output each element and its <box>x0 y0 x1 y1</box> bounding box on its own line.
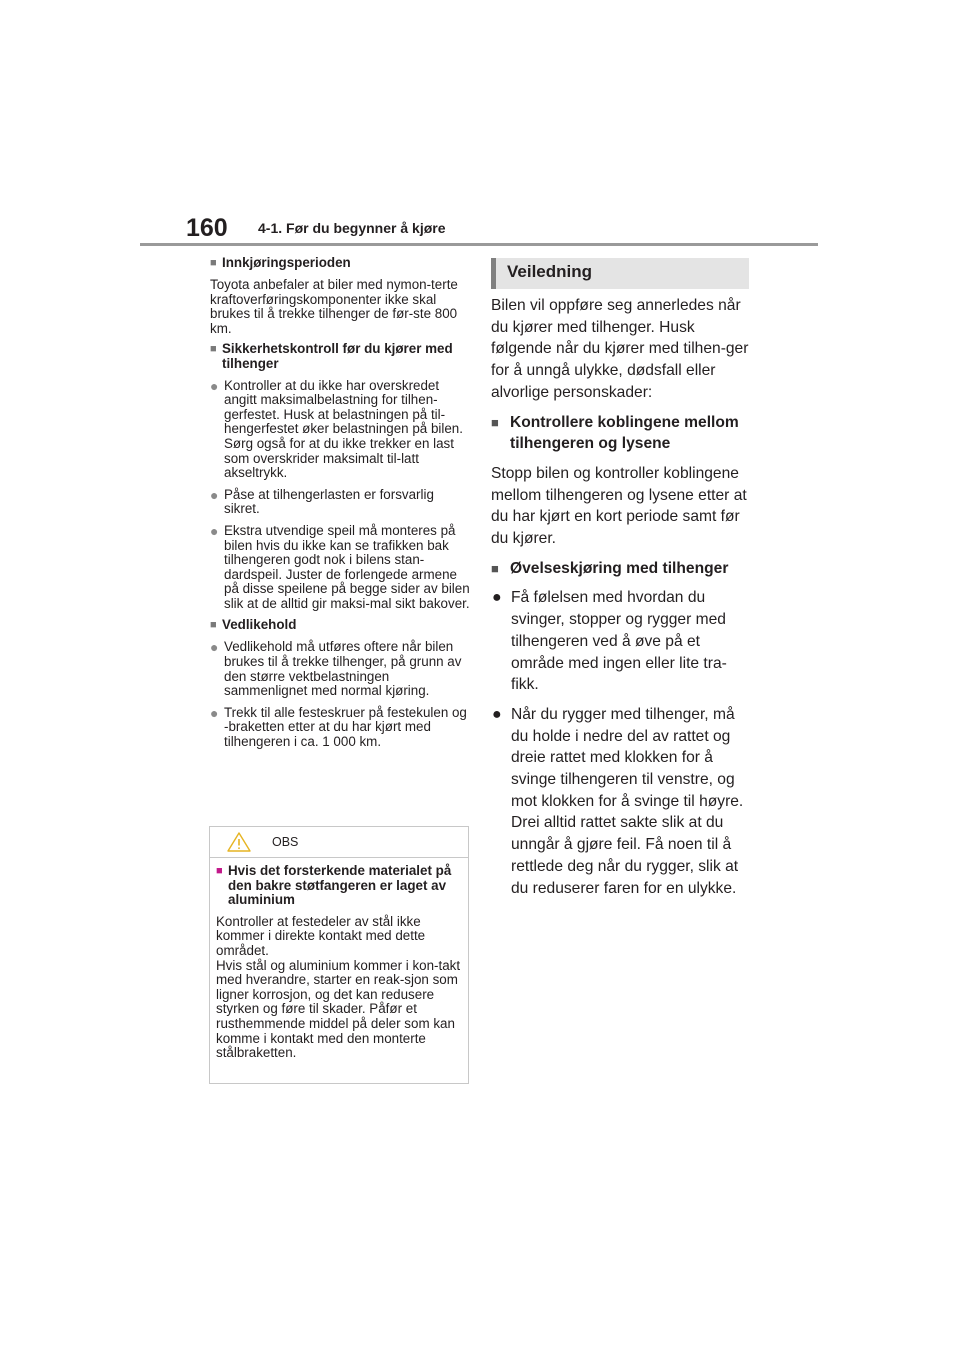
section-heading-text: Kontrollere koblingene mellom tilhengeren og lysene <box>510 413 739 453</box>
list-item <box>210 524 472 612</box>
section-heading <box>491 412 749 455</box>
square-bullet-icon: ■ <box>210 257 217 269</box>
list-item-text: Påse at tilhengerlasten er forsvarlig sikret. <box>224 486 434 517</box>
notice-text: Kontroller at festedeler av stål ikke kommer i direkte kontakt med dette området. Hvis stål og aluminium kommer i kon-takt med hverandre, starter en reak-sjon som ligner korrosjon, og det kan redusere styrken og føre til skader. Påfør et rusthemmende middel på deler som kan komme i kontakt med den monterte stålbraketten. <box>216 913 461 1061</box>
list-item-text: Kontroller at du ikke har overskredet angitt maksimalbelastning for tilhen-gerfestet. Husk at belastningen på til-hengerfestet øker belastningen på bilen. Sørg også for at du ikke trekker en last som overskrider maksimalt til-latt akseltrykk. <box>224 377 463 481</box>
notice-heading <box>216 864 462 908</box>
square-bullet-icon: ■ <box>210 619 217 632</box>
list-item-text: Ekstra utvendige speil må monteres på bilen hvis du ikke kan se trafikken bak tilhengeren godt nok i bilens stan-dardspeil. Juster de forlengede armene på disse speilene på begge sider av bilen slik at de alltid gir maksi-mal sikt bakover. <box>224 522 470 611</box>
guidance-banner <box>491 258 749 289</box>
header-divider <box>140 243 818 246</box>
square-bullet-icon: ■ <box>210 343 217 356</box>
list-item-text: Når du rygger med tilhenger, må du holde i nedre del av rattet og dreie rattet med klokken for å svinge tilhengeren til venstre, og mot klokken for å svinge til høyre. Drei alltid rattet sakte slik at du unngår å gjøre feil. Få noen til å rettlede deg når du rygger, slik at du reduserer faren for en ulykke. <box>511 705 744 897</box>
list-item-text: Få følelsen med hvordan du svinger, stopper og rygger med tilhengeren ved å øve på et område med ingen eller lite tra-fikk. <box>511 589 727 694</box>
notice-heading-text: Hvis det forsterkende materialet på den bakre støtfangeren er laget av aluminium <box>228 863 452 908</box>
section-heading-text: Sikkerhetskontroll før du kjører med tilhenger <box>222 341 453 371</box>
section-heading <box>210 342 472 371</box>
notice-title: OBS <box>272 835 299 849</box>
circle-bullet-icon: ● <box>210 704 219 721</box>
section-heading <box>491 558 749 580</box>
section-heading <box>210 618 472 633</box>
guidance-banner-title: Veiledning <box>507 262 593 281</box>
list-item-text: Vedlikehold må utføres oftere når bilen brukes til å trekke tilhenger, på grunn av den større vektbelastningen sammenlignet med normal kjøring. <box>224 639 462 699</box>
warning-triangle-icon <box>226 831 252 857</box>
notice-body <box>210 858 468 1061</box>
list-item <box>210 488 472 517</box>
left-column <box>210 256 472 757</box>
section-heading-text: Vedlikehold <box>222 617 297 633</box>
circle-bullet-icon: ● <box>492 705 502 723</box>
list-item <box>210 640 472 698</box>
chapter-title: 4-1. Før du begynner å kjøre <box>258 220 446 236</box>
paragraph: Bilen vil oppføre seg annerledes når du kjører med tilhenger. Husk følgende når du kjører med tilhen-ger for å unngå ulykke, dødsfall eller alvorlige personskader: <box>491 297 749 401</box>
section-heading-text: Innkjøringsperioden <box>222 255 351 270</box>
list-item <box>210 706 472 750</box>
notice-box <box>209 826 469 1084</box>
square-bullet-icon: ■ <box>491 414 499 430</box>
right-column <box>491 295 749 907</box>
circle-bullet-icon: ● <box>210 639 219 656</box>
section-heading <box>210 256 472 271</box>
circle-bullet-icon: ● <box>210 486 219 503</box>
section-heading-text: Øvelseskjøring med tilhenger <box>510 559 729 577</box>
paragraph: Toyota anbefaler at biler med nymon-terte kraftoverføringskomponenter ikke skal brukes til å trekke tilhenger de før-ste 800 km. <box>210 277 458 336</box>
circle-bullet-icon: ● <box>210 377 219 394</box>
notice-header <box>210 827 468 858</box>
circle-bullet-icon: ● <box>210 522 219 539</box>
circle-bullet-icon: ● <box>492 589 502 607</box>
list-item-text: Trekk til alle festeskruer på festekulen og -braketten etter at du har kjørt med tilhengeren i ca. 1 000 km. <box>224 704 467 750</box>
square-bullet-icon: ■ <box>491 560 499 576</box>
list-item <box>491 704 749 899</box>
paragraph: Stopp bilen og kontroller koblingene mellom tilhengeren og lysene etter at du har kjørt en kort periode samt før du kjører. <box>491 464 747 548</box>
page-number: 160 <box>186 214 228 242</box>
list-item <box>210 379 472 481</box>
square-bullet-icon: ■ <box>216 865 223 877</box>
list-item <box>491 587 749 696</box>
